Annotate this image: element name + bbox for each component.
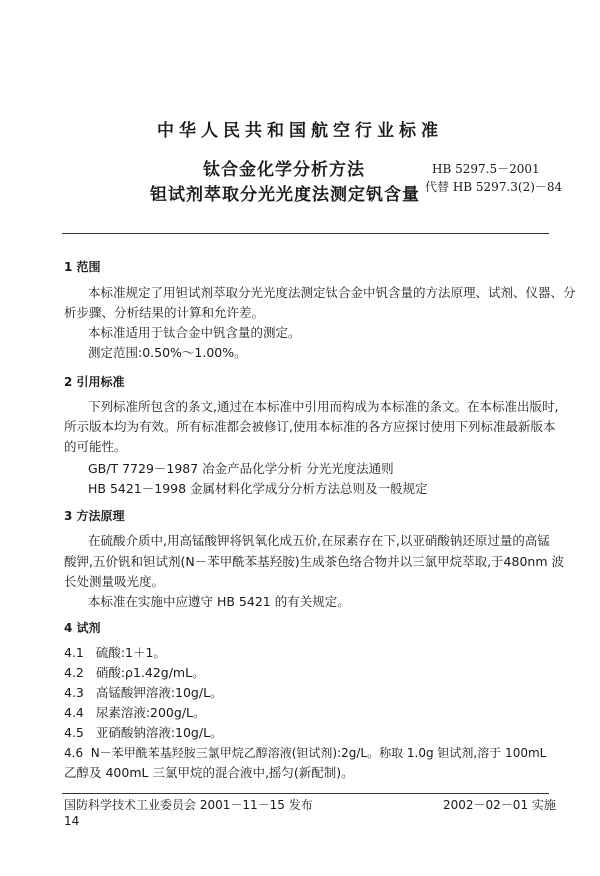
reagent-item	[64, 683, 223, 703]
reagent-number: 4.3	[64, 685, 84, 700]
section-2-heading: 2 引用标准	[64, 375, 125, 389]
document-title-line-1: 钛合金化学分析方法	[203, 160, 365, 180]
reagent-item-continuation: 乙醇及 400mL 三氯甲烷的混合液中,摇匀(新配制)。	[64, 765, 354, 780]
section-1-para-1-line-2: 析步骤、分析结果的计算和允许差。	[64, 305, 265, 320]
reagent-item	[64, 663, 205, 683]
document-title-line-2: 钽试剂萃取分光光度法测定钒含量	[150, 185, 420, 205]
section-3-heading: 3 方法原理	[64, 509, 125, 523]
section-4-heading: 4 试剂	[64, 621, 101, 635]
section-1-para-3: 测定范围:0.50%～1.00%。	[88, 345, 247, 360]
effective-date: 2002－02－01 实施	[443, 798, 556, 812]
section-2-para-line-1: 下列标准所包含的条文,通过在本标准中引用而构成为本标准的条文。在本标准出版时,	[88, 399, 559, 414]
reagent-item	[64, 643, 166, 663]
section-1-heading: 1 范围	[64, 260, 101, 274]
reagent-number: 4.5	[64, 725, 84, 740]
reagent-text: N－苯甲酰苯基羟胺三氯甲烷乙醇溶液(钽试剂):2g/L。称取 1.0g 钽试剂,溶于 100mL	[90, 746, 547, 760]
section-2-para-line-3: 的可能性。	[64, 439, 127, 454]
reagent-text: 高锰酸钾溶液:10g/L。	[95, 685, 223, 700]
section-3-para-2: 本标准在实施中应遵守 HB 5421 的有关规定。	[88, 594, 350, 609]
reagent-number: 4.1	[64, 645, 84, 660]
section-1-para-2: 本标准适用于钛合金中钒含量的测定。	[88, 325, 301, 340]
issuer-release-date: 国防科学技术工业委员会 2001－11－15 发布	[64, 798, 313, 812]
section-3-para-line-1: 在硫酸介质中,用高锰酸钾将钒氧化成五价,在尿素存在下,以亚硝酸钠还原过量的高锰	[88, 533, 550, 548]
issuing-category-title: 中华人民共和国航空行业标准	[157, 121, 443, 141]
reagent-text: 硫酸:1＋1。	[95, 645, 166, 660]
reagent-number: 4.4	[64, 705, 84, 720]
footer-divider	[62, 793, 549, 794]
reagent-item	[64, 703, 206, 723]
reagent-number: 4.6	[64, 746, 84, 760]
reference-standard-2: HB 5421－1998 金属材料化学成分分析方法总则及一般规定	[88, 481, 428, 496]
section-3-para-line-2: 酸钾,五价钒和钽试剂(N－苯甲酰苯基羟胺)生成茶色络合物并以三氯甲烷萃取,于480nm 波	[64, 554, 564, 569]
standard-number: HB 5297.5－2001	[432, 162, 540, 176]
section-2-para-line-2: 所示版本均为有效。所有标准都会被修订,使用本标准的各方应探讨使用下列标准最新版本	[64, 419, 556, 434]
reagent-text: 硝酸:ρ1.42g/mL。	[95, 665, 205, 680]
section-1-para-1-line-1: 本标准规定了用钽试剂萃取分光光度法测定钛合金中钒含量的方法原理、试剂、仪器、分	[88, 285, 576, 300]
reagent-text: 尿素溶液:200g/L。	[95, 705, 206, 720]
reagent-number: 4.2	[64, 665, 84, 680]
replaces-standard: 代替 HB 5297.3(2)－84	[425, 180, 563, 194]
reagent-item	[64, 743, 546, 763]
section-3-para-line-3: 长处测量吸光度。	[64, 574, 165, 589]
header-divider	[62, 233, 549, 234]
page-number: 14	[64, 814, 80, 828]
reagent-text: 亚硝酸钠溶液:10g/L。	[95, 725, 223, 740]
reagent-item	[64, 723, 223, 743]
reference-standard-1: GB/T 7729－1987 冶金产品化学分析 分光光度法通则	[88, 461, 394, 476]
